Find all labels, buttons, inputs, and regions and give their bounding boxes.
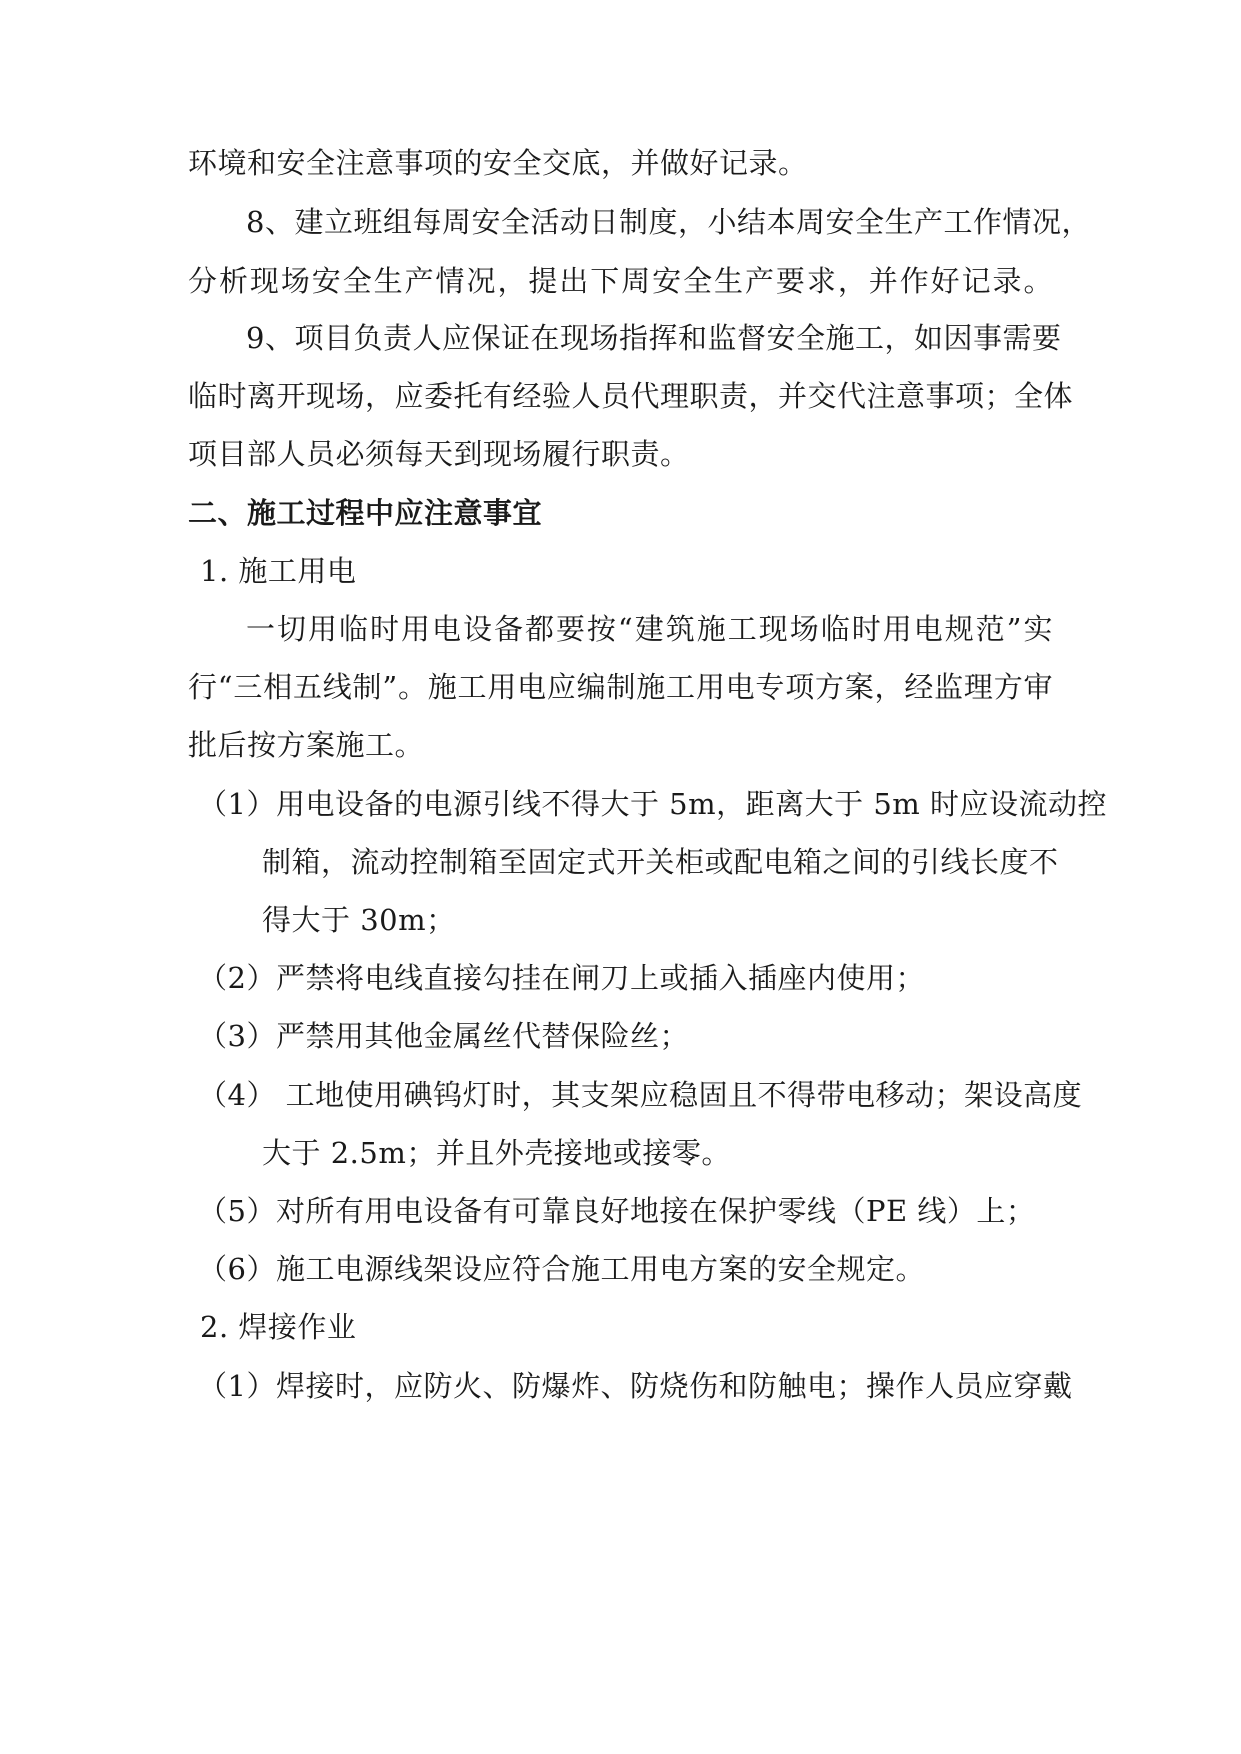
section-heading: 二、施工过程中应注意事宜 — [188, 496, 543, 530]
list-item-continuation: 得大于 30m； — [262, 903, 456, 937]
paragraph-line: 环境和安全注意事项的安全交底，并做好记录。 — [188, 146, 808, 180]
paragraph-line: 分析现场安全生产情况，提出下周安全生产要求，并作好记录。 — [188, 264, 1053, 298]
list-item: （6）施工电源线架设应符合施工用电方案的安全规定。 — [198, 1252, 925, 1286]
list-item: （1）焊接时，应防火、防爆炸、防烧伤和防触电；操作人员应穿戴 — [198, 1369, 1073, 1403]
paragraph-line: 批后按方案施工。 — [188, 728, 425, 762]
list-item: （3）严禁用其他金属丝代替保险丝； — [198, 1019, 689, 1053]
paragraph-line: 行“三相五线制”。施工用电应编制施工用电专项方案，经监理方审 — [188, 670, 1053, 704]
paragraph-line: 8、建立班组每周安全活动日制度，小结本周安全生产工作情况， — [246, 205, 1091, 239]
subsection-heading: 2. 焊接作业 — [200, 1310, 357, 1344]
list-item-continuation: 大于 2.5m；并且外壳接地或接零。 — [262, 1136, 731, 1170]
paragraph-line: 临时离开现场，应委托有经验人员代理职责，并交代注意事项；全体 — [188, 379, 1074, 413]
paragraph-line: 9、项目负责人应保证在现场指挥和监督安全施工，如因事需要 — [246, 321, 1062, 355]
list-item: （5）对所有用电设备有可靠良好地接在保护零线（PE 线）上； — [198, 1194, 1036, 1228]
list-item: （2）严禁将电线直接勾挂在闸刀上或插入插座内使用； — [198, 961, 925, 995]
paragraph-line: 一切用临时用电设备都要按“建筑施工现场临时用电规范”实 — [246, 612, 1053, 646]
list-item: （1）用电设备的电源引线不得大于 5m，距离大于 5m 时应设流动控 — [198, 787, 1108, 821]
list-item: （4） 工地使用碘钨灯时，其支架应稳固且不得带电移动；架设高度 — [198, 1078, 1083, 1112]
list-item-continuation: 制箱，流动控制箱至固定式开关柜或配电箱之间的引线长度不 — [262, 845, 1059, 879]
paragraph-line: 项目部人员必须每天到现场履行职责。 — [188, 437, 690, 471]
subsection-heading: 1. 施工用电 — [200, 554, 357, 588]
